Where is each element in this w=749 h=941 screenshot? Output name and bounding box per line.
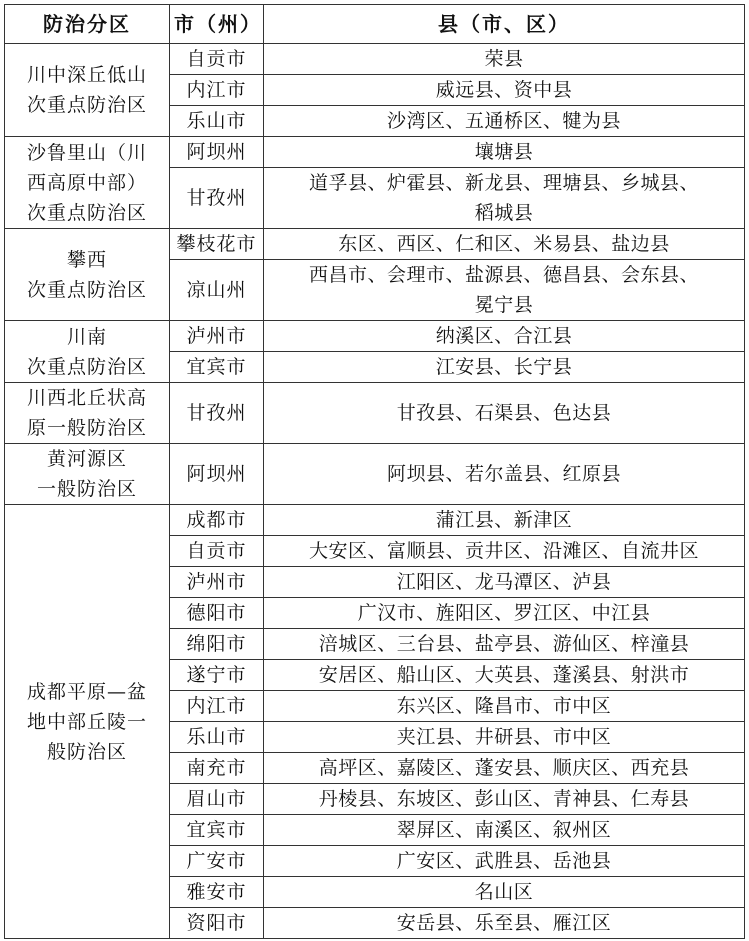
- zone-cell: [5, 505, 170, 939]
- county-cell: [264, 75, 745, 106]
- county-cell: [264, 846, 745, 877]
- zone-name-line: 川中深丘低山: [26, 64, 147, 86]
- header-row: [5, 5, 745, 44]
- zone-name-line: 原一般防治区: [26, 417, 147, 439]
- county-line: 广汉市、旌阳区、罗江区、中江县: [357, 602, 651, 624]
- city-cell: 宜宾市: [170, 815, 264, 846]
- city-cell: 宜宾市: [170, 352, 264, 383]
- prevention-zones-table: [4, 4, 745, 939]
- county-cell: [264, 753, 745, 784]
- zone-name-line: 次重点防治区: [26, 278, 147, 301]
- county-cell: [264, 908, 745, 939]
- zone-name-line: 川南: [66, 325, 107, 348]
- county-cell: [264, 691, 745, 722]
- header-city: 市（州）: [170, 5, 264, 44]
- county-line: 沙湾区、五通桥区、犍为县: [386, 110, 621, 132]
- city-cell: 阿坝州: [170, 444, 264, 505]
- city-cell: 广安市: [170, 846, 264, 877]
- header-county: 县（市、区）: [264, 5, 745, 44]
- county-cell: [264, 660, 745, 691]
- zone-name-line: 地中部丘陵一: [26, 710, 147, 733]
- county-line: 大安区、富顺县、贡井区、沿滩区、自流井区: [308, 540, 699, 562]
- county-cell: [264, 168, 745, 229]
- county-cell: [264, 505, 745, 536]
- county-line: 江阳区、龙马潭区、泸县: [396, 571, 612, 593]
- zone-cell: [5, 44, 170, 137]
- county-cell: [264, 444, 745, 505]
- county-cell: [264, 260, 745, 321]
- city-cell: 凉山州: [170, 260, 264, 321]
- zone-name-line: 川西北丘状高: [26, 387, 147, 409]
- county-line: 稻城县: [474, 202, 534, 224]
- county-line: 甘孜县、石渠县、色达县: [396, 402, 612, 424]
- table-body: [5, 44, 745, 939]
- county-line: 西昌市、会理市、盐源县、德昌县、会东县、: [308, 264, 699, 286]
- county-cell: [264, 567, 745, 598]
- table-row: [5, 321, 745, 352]
- county-line: 丹棱县、东坡区、彭山区、青神县、仁寿县: [318, 788, 690, 810]
- county-line: 安居区、船山区、大英县、蓬溪县、射洪市: [318, 664, 690, 686]
- county-line: 翠屏区、南溪区、叙州区: [396, 819, 612, 841]
- county-cell: [264, 106, 745, 137]
- county-cell: [264, 137, 745, 168]
- zone-name-line: 次重点防治区: [26, 94, 147, 116]
- county-line: 蒲江县、新津区: [435, 509, 573, 531]
- zone-cell: [5, 321, 170, 383]
- county-cell: [264, 321, 745, 352]
- county-line: 荣县: [484, 48, 524, 70]
- county-line: 江安县、长宁县: [435, 356, 573, 378]
- county-line: 名山区: [474, 881, 534, 903]
- city-cell: 乐山市: [170, 722, 264, 753]
- city-cell: 绵阳市: [170, 629, 264, 660]
- city-cell: 自贡市: [170, 536, 264, 567]
- table-row: [5, 229, 745, 260]
- county-cell: [264, 536, 745, 567]
- city-cell: 德阳市: [170, 598, 264, 629]
- county-line: 威远县、资中县: [435, 79, 573, 101]
- county-cell: [264, 44, 745, 75]
- county-cell: [264, 815, 745, 846]
- county-cell: [264, 722, 745, 753]
- city-cell: 乐山市: [170, 106, 264, 137]
- county-cell: [264, 383, 745, 444]
- city-cell: 甘孜州: [170, 168, 264, 229]
- zone-cell: [5, 229, 170, 321]
- county-line: 安岳县、乐至县、雁江区: [396, 912, 612, 934]
- city-cell: 自贡市: [170, 44, 264, 75]
- table-row: [5, 505, 745, 536]
- county-cell: [264, 784, 745, 815]
- county-line: 纳溪区、合江县: [435, 325, 573, 347]
- zone-name-line: 攀西: [66, 248, 107, 271]
- table-row: [5, 44, 745, 75]
- zone-name-line: 般防治区: [46, 740, 127, 763]
- county-line: 冕宁县: [474, 294, 534, 316]
- county-line: 道孚县、炉霍县、新龙县、理塘县、乡城县、: [308, 172, 699, 194]
- city-cell: 泸州市: [170, 321, 264, 352]
- city-cell: 南充市: [170, 753, 264, 784]
- city-cell: 泸州市: [170, 567, 264, 598]
- city-cell: 攀枝花市: [170, 229, 264, 260]
- county-line: 涪城区、三台县、盐亭县、游仙区、梓潼县: [318, 633, 690, 655]
- county-cell: [264, 598, 745, 629]
- table-row: [5, 444, 745, 505]
- city-cell: 内江市: [170, 75, 264, 106]
- zone-cell: [5, 137, 170, 229]
- county-line: 夹江县、井研县、市中区: [396, 726, 612, 748]
- county-line: 高坪区、嘉陵区、蓬安县、顺庆区、西充县: [318, 757, 690, 779]
- city-cell: 遂宁市: [170, 660, 264, 691]
- city-cell: 雅安市: [170, 877, 264, 908]
- county-line: 东兴区、隆昌市、市中区: [396, 695, 612, 717]
- county-line: 东区、西区、仁和区、米易县、盐边县: [338, 233, 670, 255]
- city-cell: 内江市: [170, 691, 264, 722]
- table-row: [5, 383, 745, 444]
- city-cell: 眉山市: [170, 784, 264, 815]
- county-cell: [264, 352, 745, 383]
- county-line: 阿坝县、若尔盖县、红原县: [386, 463, 621, 485]
- zone-cell: [5, 444, 170, 505]
- city-cell: 阿坝州: [170, 137, 264, 168]
- header-zone: 防治分区: [5, 5, 170, 44]
- county-cell: [264, 629, 745, 660]
- zone-name-line: 成都平原—盆: [26, 680, 147, 703]
- city-cell: 成都市: [170, 505, 264, 536]
- zone-name-line: 沙鲁里山（川: [26, 141, 147, 164]
- city-cell: 资阳市: [170, 908, 264, 939]
- zone-name-line: 次重点防治区: [26, 355, 147, 378]
- zone-name-line: 一般防治区: [36, 478, 137, 500]
- county-line: 壤塘县: [474, 141, 534, 163]
- zone-name-line: 次重点防治区: [26, 201, 147, 224]
- city-cell: 甘孜州: [170, 383, 264, 444]
- zone-name-line: 西高原中部）: [26, 171, 147, 194]
- county-cell: [264, 877, 745, 908]
- table-row: [5, 137, 745, 168]
- zone-cell: [5, 383, 170, 444]
- county-line: 广安区、武胜县、岳池县: [396, 850, 612, 872]
- county-cell: [264, 229, 745, 260]
- zone-name-line: 黄河源区: [46, 448, 127, 470]
